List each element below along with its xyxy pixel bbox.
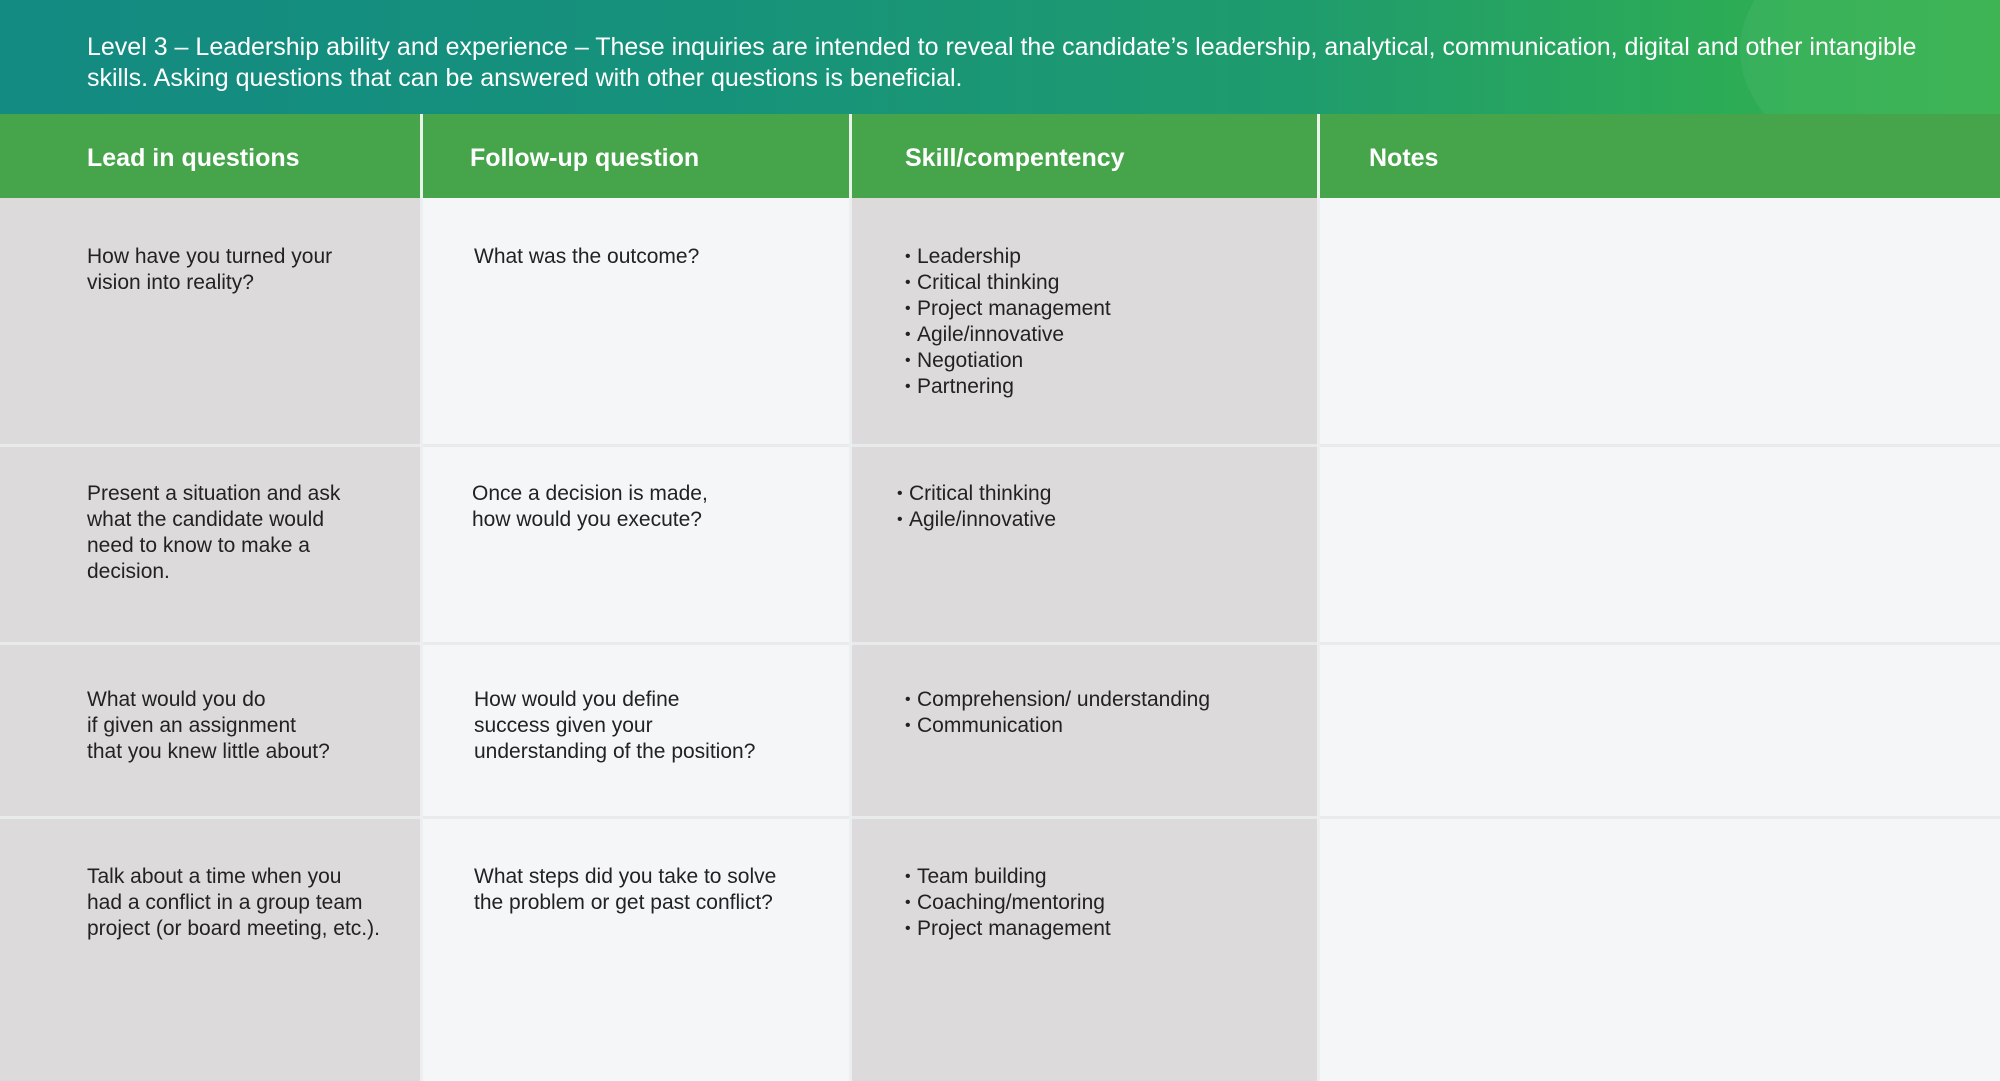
lead-question-cell <box>0 819 420 1081</box>
followup-question-text: What was the outcome? <box>474 245 700 268</box>
notes-cell[interactable] <box>1320 819 2000 1081</box>
skill-item: • Team building <box>905 864 1111 890</box>
skills-list <box>897 481 1056 533</box>
skill-item: • Communication <box>905 713 1210 739</box>
header-divider <box>1317 114 1320 198</box>
header-skill-competency <box>852 114 1317 198</box>
lead-question-text: Present a situation and ask what the candidate would need to know to make a decision. <box>87 482 341 583</box>
lead-question-cell <box>0 645 420 816</box>
skill-item: • Critical thinking <box>897 481 1056 507</box>
header-label: Skill/compentency <box>905 144 1125 172</box>
skill-item: • Project management <box>905 916 1111 942</box>
followup-question-text: What steps did you take to solve the problem or get past conflict? <box>474 865 777 914</box>
followup-question-cell <box>423 198 849 444</box>
followup-question-cell <box>423 447 849 642</box>
skill-item: • Negotiation <box>905 348 1111 374</box>
header-follow-up-question <box>423 114 849 198</box>
skill-item: • Agile/innovative <box>897 507 1056 533</box>
header-lead-in-questions <box>0 114 420 198</box>
followup-question-cell <box>423 645 849 816</box>
column-divider <box>1317 114 1320 1081</box>
header-label: Follow-up question <box>470 144 700 172</box>
level-banner <box>0 0 2000 114</box>
skill-item: • Project management <box>905 296 1111 322</box>
skills-list <box>905 244 1111 400</box>
skills-list <box>905 687 1210 739</box>
lead-question-cell <box>0 447 420 642</box>
skills-cell <box>852 198 1317 444</box>
followup-question-text: How would you define success given your understanding of the position? <box>474 688 756 763</box>
header-notes <box>1320 114 2000 198</box>
notes-cell[interactable] <box>1320 447 2000 642</box>
skill-item: • Leadership <box>905 244 1111 270</box>
skills-cell <box>852 645 1317 816</box>
lead-question-text: Talk about a time when you had a conflict in a group team project (or board meeting, etc.). <box>87 865 380 940</box>
header-divider <box>849 114 852 198</box>
skill-item: • Coaching/mentoring <box>905 890 1111 916</box>
skill-item: • Critical thinking <box>905 270 1111 296</box>
followup-question-cell <box>423 819 849 1081</box>
column-divider <box>849 114 852 1081</box>
header-label: Notes <box>1369 144 1439 172</box>
skills-cell <box>852 819 1317 1081</box>
header-divider <box>420 114 423 198</box>
skill-item: • Partnering <box>905 374 1111 400</box>
banner-text: Level 3 – Leadership ability and experience – These inquiries are intended to reveal the candidate’s leadership, analytical, communication, digital and other intangible skills. Asking questions that can be answered with other questions is beneficial. <box>87 33 1917 92</box>
notes-cell[interactable] <box>1320 645 2000 816</box>
notes-cell[interactable] <box>1320 198 2000 444</box>
skill-item: • Agile/innovative <box>905 322 1111 348</box>
lead-question-text: What would you do if given an assignment that you knew little about? <box>87 688 330 763</box>
skill-item: • Comprehension/ understanding <box>905 687 1210 713</box>
column-divider <box>420 114 423 1081</box>
lead-question-text: How have you turned your vision into reality? <box>87 245 333 294</box>
lead-question-cell <box>0 198 420 444</box>
skills-cell <box>852 447 1317 642</box>
interview-questions-table <box>0 114 2000 1081</box>
skills-list <box>905 864 1111 942</box>
followup-question-text: Once a decision is made, how would you execute? <box>472 482 708 531</box>
header-label: Lead in questions <box>87 144 300 172</box>
